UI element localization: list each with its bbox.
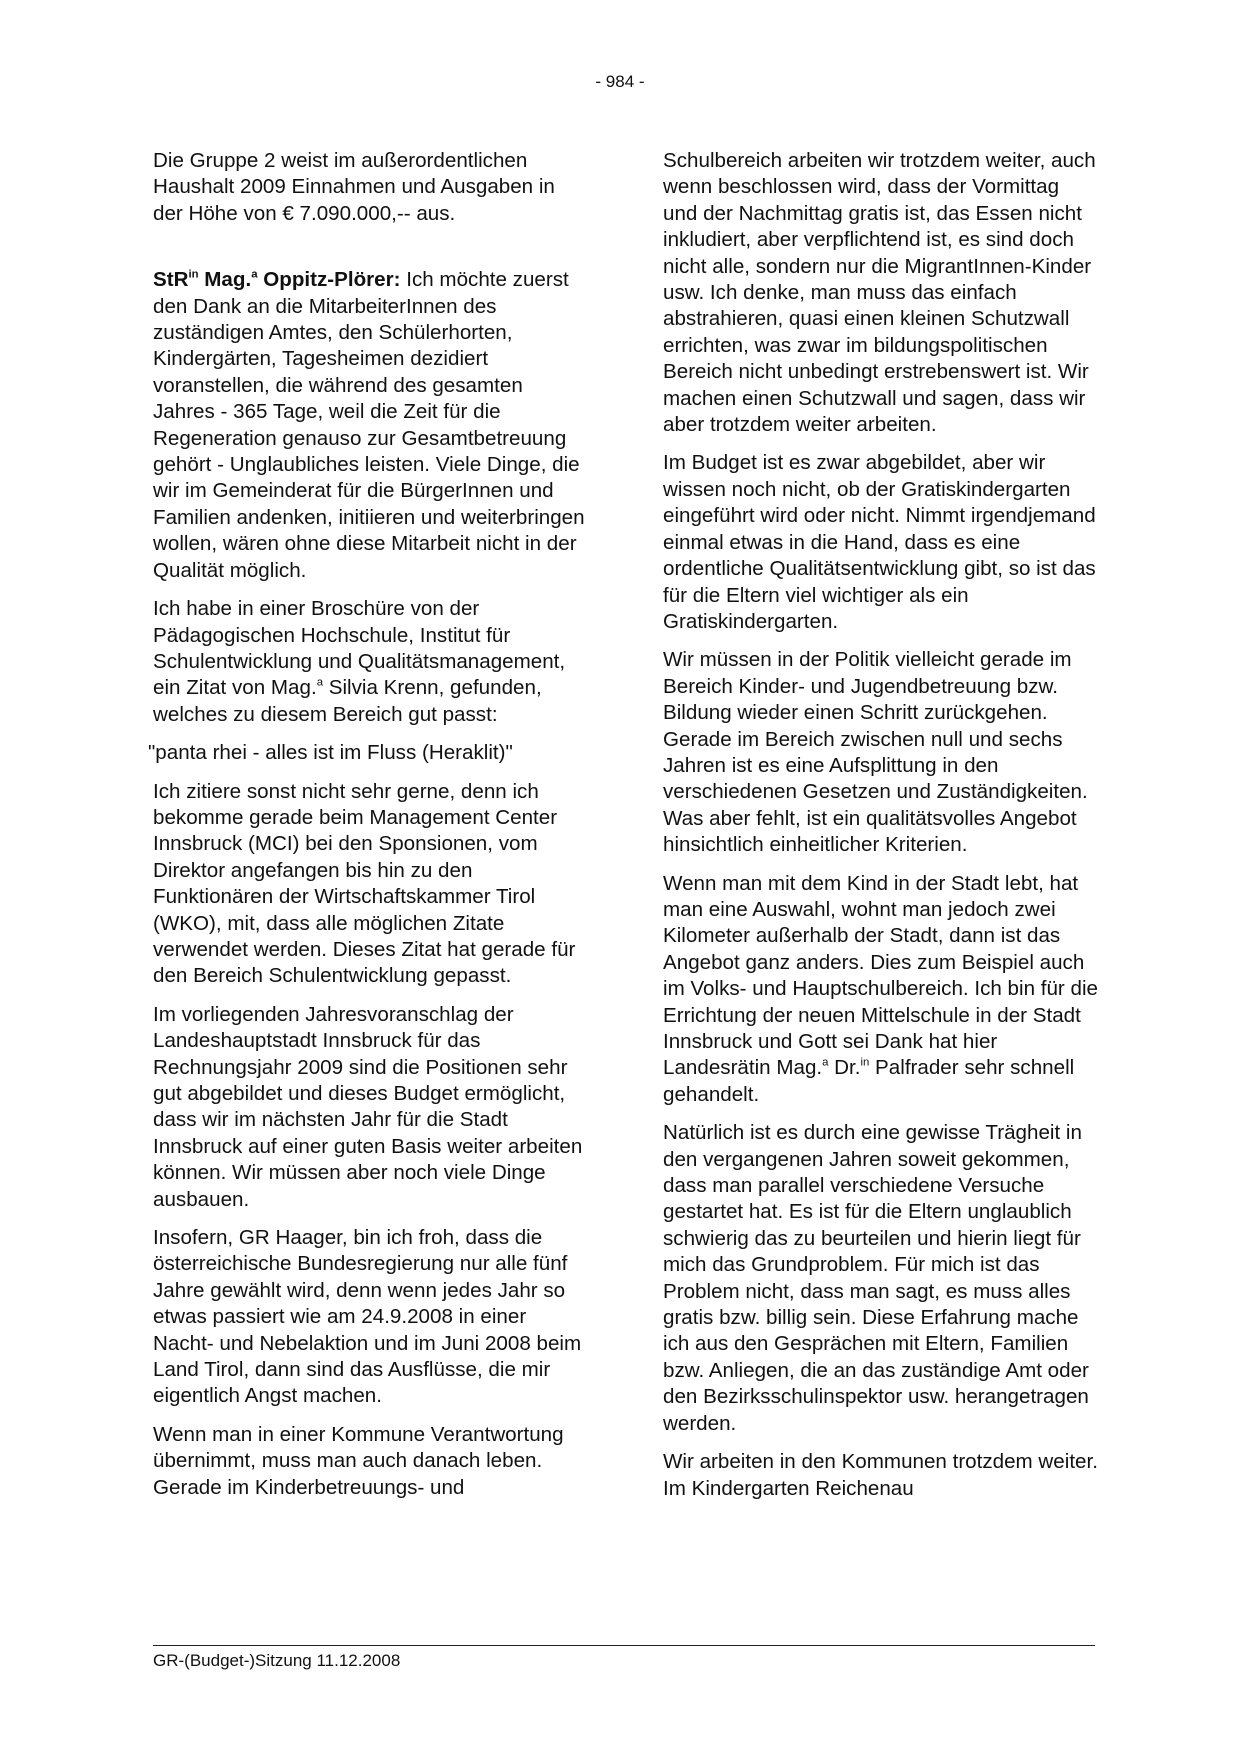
paragraph: Ich habe in einer Broschüre von der Pädagogischen Hochschule, Institut für Schulentwicklung und Qualitätsmanagement, ein Zitat von Mag.$^a$ Silvia Krenn, gefunden, welches zu diesem Bereich gut passt:: [153, 597, 566, 726]
paragraph: Schulbereich arbeiten wir trotzdem weiter, auch wenn beschlossen wird, dass der Vormittag und der Nachmittag gratis ist, das Essen nicht inkludiert, aber verpflichtend ist, es sind doch nicht alle, sondern nur die MigrantInnen-Kinder usw. Ich denke, man muss das einfach abstrahieren, quasi einen kleinen Schutzwall errichten, was zwar im bildungspolitischen Bereich nicht unbedingt erstrebenswert ist. Wir machen einen Schutzwall und sagen, dass wir aber trotzdem weiter arbeiten.: [663, 149, 1096, 437]
paragraph: Im Budget ist es zwar abgebildet, aber wir wissen noch nicht, ob der Gratiskindergarten eingeführt wird oder nicht. Nimmt irgendjemand einmal etwas in die Hand, dass es eine ordentliche Qualitätsentwicklung gibt, so ist das für die Eltern viel wichtiger als ein Gratiskindergarten.: [663, 451, 1096, 633]
paragraph: Wenn man mit dem Kind in der Stadt lebt, hat man eine Auswahl, wohnt man jedoch zwei Kilometer außerhalb der Stadt, dann ist das Angebot ganz anders. Dies zum Beispiel auch im Volks- und Hauptschulbereich. Ich bin für die Errichtung der neuen Mittelschule in der Stadt Innsbruck und Gott sei Dank hat hier Landesrätin Mag.$^a$ Dr.$^{in}$ Palfrader sehr schnell gehandelt.: [663, 871, 1098, 1106]
paragraph: Im vorliegenden Jahresvoranschlag der Landeshauptstadt Innsbruck für das Rechnungsjahr 2009 sind die Positionen sehr gut abgebildet und dieses Budget ermöglicht, dass wir im nächsten Jahr für die Stadt Innsbruck auf einer guten Basis weiter arbeiten können. Wir müssen aber noch viele Dinge ausbauen.: [153, 1002, 583, 1211]
paragraph: Wenn man in einer Kommune Verantwortung übernimmt, muss man auch danach leben. Gerade im Kinderbetreuungs- und: [153, 1422, 564, 1499]
footer-divider: [153, 1645, 1095, 1646]
paragraph: Natürlich ist es durch eine gewisse Trägheit in den vergangenen Jahren soweit gekommen, dass man parallel verschiedene Versuche gestartet hat. Es ist für die Eltern unglaublich schwierig das zu beurteilen und hierin liegt für mich das Grundproblem. Für mich ist das Problem nicht, dass man sagt, es muss alles gratis bzw. billig sein. Diese Erfahrung mache ich aus den Gesprächen mit Eltern, Familien bzw. Anliegen, die an das zuständige Amt oder den Bezirksschulinspektor usw. herangetragen werden.: [663, 1121, 1089, 1435]
speaker-paragraph: StR$^{in}$ Mag.$^a$ Oppitz-Plörer: Ich möchte zuerst den Dank an die MitarbeiterInnen des zuständigen Amtes, den Schülerhorten, Kindergärten, Tagesheimen dezidiert voranstellen, die während des gesamten Jahres - 365 Tage, weil die Zeit für die Regeneration genauso zur Gesamtbetreuung gehört - Unglaubliches leisten. Viele Dinge, die wir im Gemeinderat für die BürgerInnen und Familien andenken, initiieren und weiterbringen wollen, wären ohne diese Mitarbeit nicht in der Qualität möglich.: [153, 268, 585, 582]
speaker-name: StR$^{in}$ Mag.$^a$ Oppitz-Plörer:: [153, 268, 401, 292]
footer-text: GR-(Budget-)Sitzung 11.12.2008: [153, 1651, 401, 1670]
paragraph: Die Gruppe 2 weist im außerordentlichen Haushalt 2009 Einnahmen und Ausgaben in der Höhe von € 7.090.000,-- aus.: [153, 149, 555, 225]
page-number: - 984 -: [595, 72, 645, 91]
right-column: [663, 148, 1098, 1514]
quote: "panta rhei - alles ist im Fluss (Heraklit)": [148, 741, 513, 765]
paragraph: Ich zitiere sonst nicht sehr gerne, denn ich bekomme gerade beim Management Center Innsbruck (MCI) bei den Sponsionen, vom Direktor angefangen bis hin zu den Funktionären der Wirtschaftskammer Tirol (WKO), mit, dass alle möglichen Zitate verwendet werden. Dieses Zitat hat gerade für den Bereich Schulentwicklung gepasst.: [153, 779, 576, 988]
paragraph: Insofern, GR Haager, bin ich froh, dass die österreichische Bundesregierung nur alle fünf Jahre gewählt wird, denn wenn jedes Jahr so etwas passiert wie am 24.9.2008 in einer Nacht- und Nebelaktion und im Juni 2008 beim Land Tirol, dann sind das Ausflüsse, die mir eigentlich Angst machen.: [153, 1226, 582, 1408]
paragraph: Wir müssen in der Politik vielleicht gerade im Bereich Kinder- und Jugendbetreuung bzw. Bildung wieder einen Schritt zurückgehen. Gerade im Bereich zwischen null und sechs Jahren ist es eine Aufsplittung in den verschiedenen Gesetzen und Zuständigkeiten. Was aber fehlt, ist ein qualitätsvolles Angebot hinsichtlich einheitlicher Kriterien.: [663, 648, 1088, 857]
left-column: [148, 148, 588, 1513]
paragraph: Wir arbeiten in den Kommunen trotzdem weiter. Im Kindergarten Reichenau: [663, 1450, 1098, 1500]
